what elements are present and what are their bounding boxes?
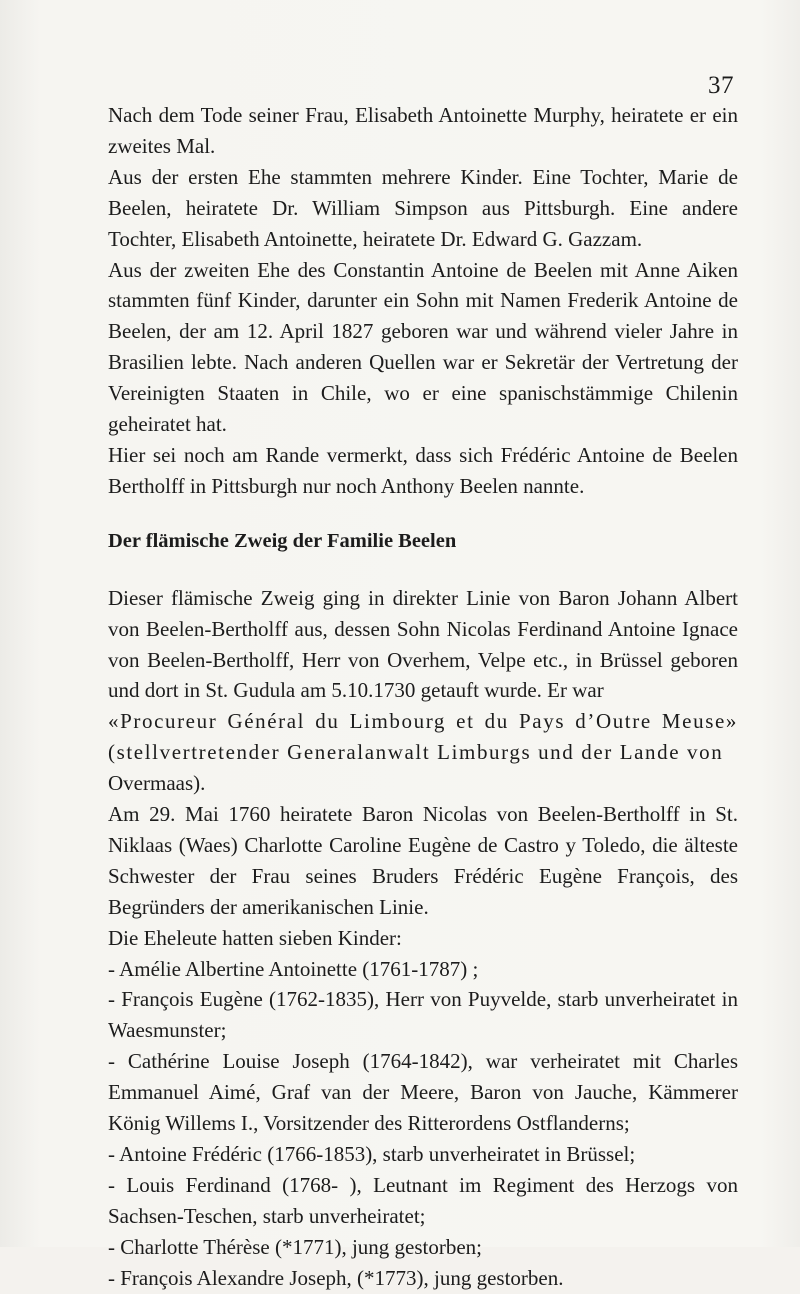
list-item: - Amélie Albertine Antoinette (1761-1787) ; xyxy=(108,956,479,981)
paragraph: Nach dem Tode seiner Frau, Elisabeth Antoinette Murphy, heiratete er ein zweites Mal. xyxy=(108,103,738,158)
list-item: - Antoine Frédéric (1766-1853), starb unverheiratet in Brüssel; xyxy=(108,1142,636,1166)
list-item: - Cathérine Louise Joseph (1764-1842), war verheiratet mit Charles Emmanuel Aimé, Graf van der Meere, Baron von Jauche, Kämmerer König Willems I., Vorsitzender des Ritterordens Ostflanderns; xyxy=(108,1049,738,1136)
paragraph: Aus der zweiten Ehe des Constantin Antoine de Beelen mit Anne Aiken stammten fünf Kinder, darunter ein Sohn mit Namen Frederik Antoine de Beelen, der am 12. April 1827 geboren war und während vieler Jahre in Brasilien lebte. Nach anderen Quellen war er Sekretär der Vertretung der Vereinigten Staaten in Chile, wo er eine spanischstämmige Chilenin geheiratet hat. xyxy=(108,257,738,437)
section-heading: Der flämische Zweig der Familie Beelen xyxy=(108,529,457,552)
list-item: - François Eugène (1762-1835), Herr von Puyvelde, starb unverheiratet in Waesmunster; xyxy=(108,987,738,1043)
paragraph-continuation: «Procureur Général du Limbourg et du Pays d’Outre Meuse» (stellvertretender Generalanwalt Limburgs und der Lande von xyxy=(108,709,738,765)
paragraph: Dieser flämische Zweig ging in direkter Linie von Baron Johann Albert von Beelen-Bertholff aus, dessen Sohn Nicolas Ferdinand Antoine Ignace von Beelen-Bertholff, Herr von Overhem, Velpe etc., in Brüssel geboren und dort in St. Gudula am 5.10.1730 getauft wurde. Er war xyxy=(108,585,738,703)
page-number: 37 xyxy=(708,72,734,99)
paragraph-continuation: Overmaas). xyxy=(108,771,206,796)
list-item: - François Alexandre Joseph, (*1773), jung gestorben. xyxy=(108,1265,564,1290)
paragraph: Am 29. Mai 1760 heiratete Baron Nicolas von Beelen-Bertholff in St. Niklaas (Waes) Charlotte Caroline Eugène de Castro y Toledo, die älteste Schwester der Frau seines Bruders Frédéric Eugène François, des Begründers der amerikanischen Linie. xyxy=(108,802,738,919)
list-item: - Louis Ferdinand (1768- ), Leutnant im Regiment des Herzogs von Sachsen-Teschen, starb unverheiratet; xyxy=(108,1172,738,1228)
list-item: - Charlotte Thérèse (*1771), jung gestorben; xyxy=(108,1234,483,1259)
page-body xyxy=(108,100,738,1294)
paragraph: Hier sei noch am Rande vermerkt, dass sich Frédéric Antoine de Beelen Bertholff in Pittsburgh nur noch Anthony Beelen nannte. xyxy=(108,442,738,498)
paragraph: Die Eheleute hatten sieben Kinder: xyxy=(108,925,402,950)
paragraph: Aus der ersten Ehe stammten mehrere Kinder. Eine Tochter, Marie de Beelen, heiratete Dr. William Simpson aus Pittsburgh. Eine andere Tochter, Elisabeth Antoinette, heiratete Dr. Edward G. Gazzam. xyxy=(108,164,738,251)
